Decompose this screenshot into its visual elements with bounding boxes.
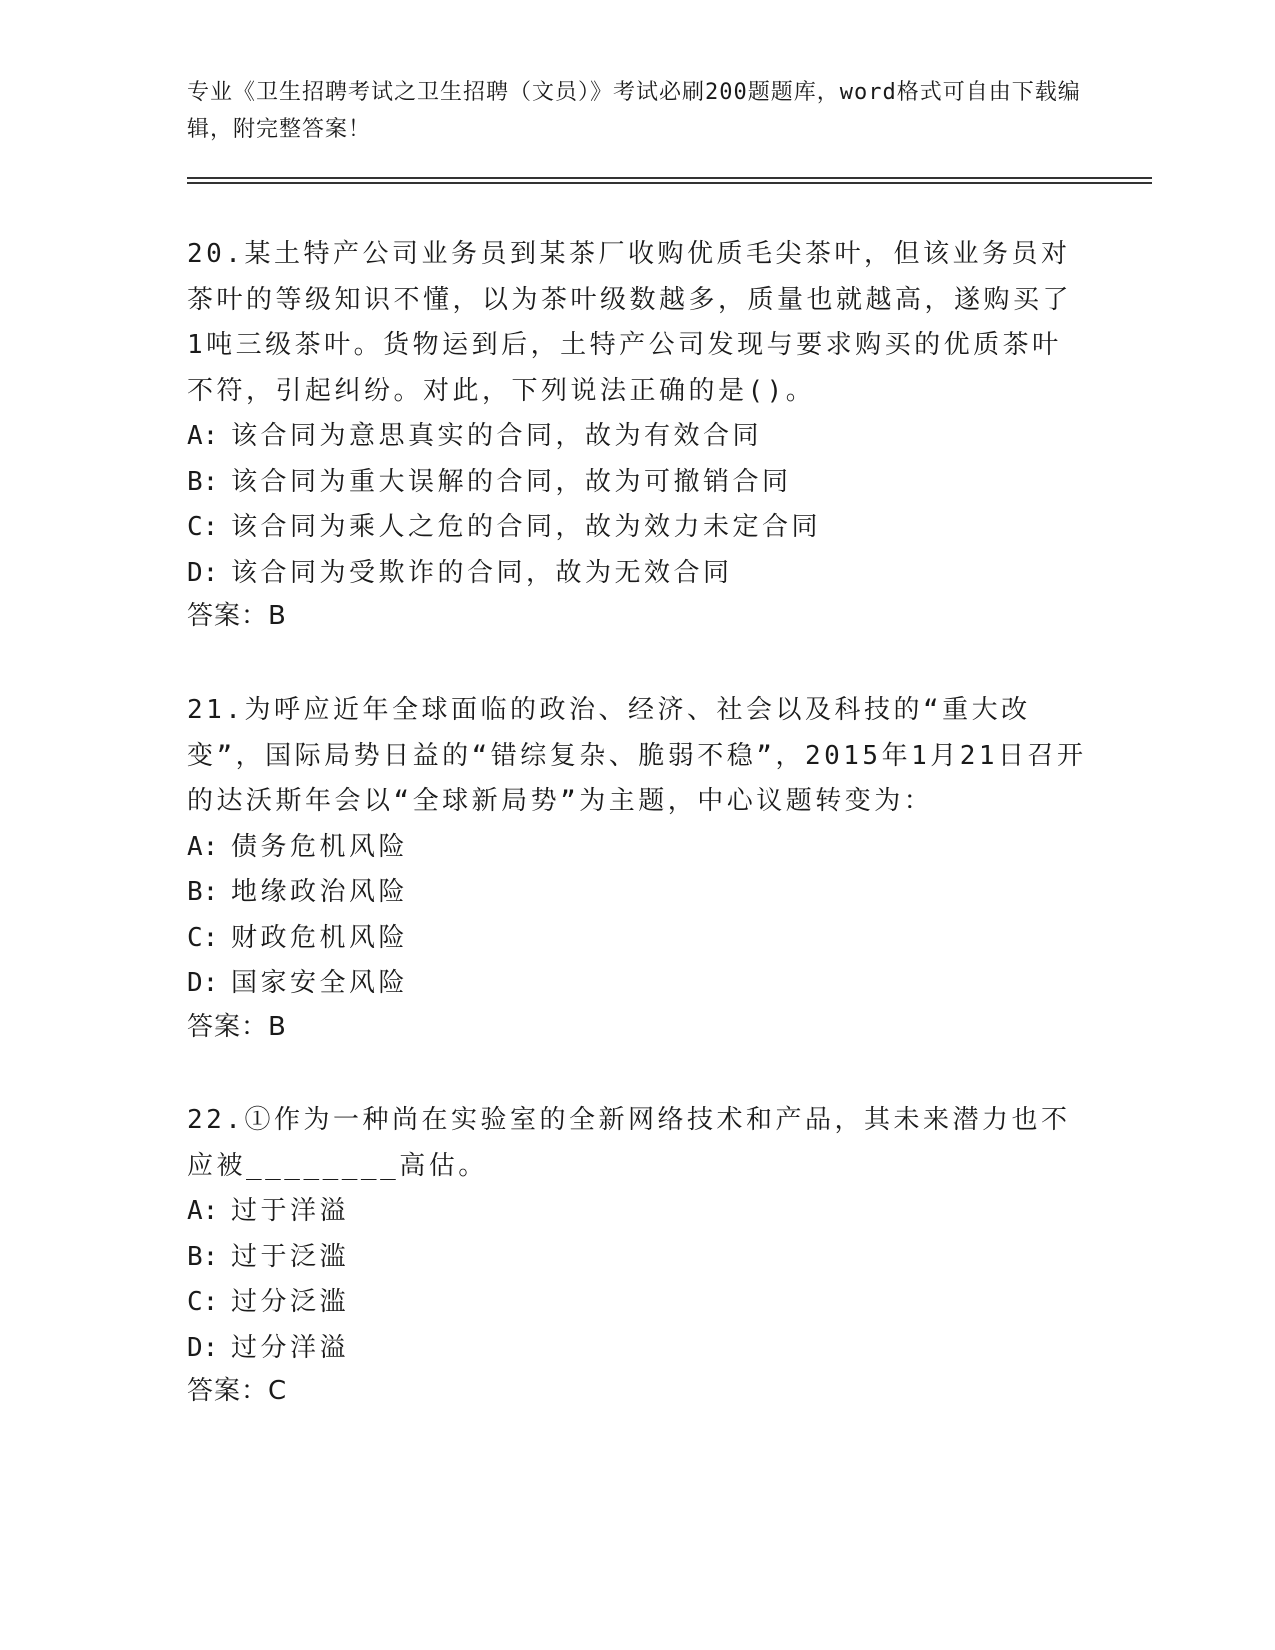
option-key: B:	[187, 466, 219, 497]
header-divider-secondary	[187, 182, 1152, 184]
option-b	[187, 1235, 1087, 1281]
option-key: D:	[187, 557, 219, 588]
question-stem: 21.为呼应近年全球面临的政治、经济、社会以及科技的“重大改变”，国际局势日益的“错综复杂、脆弱不稳”，2015年1月21日召开的达沃斯年会以“全球新局势”为主题，中心议题转变为：	[187, 695, 1087, 816]
option-b	[187, 870, 1087, 916]
option-key: C:	[187, 922, 219, 953]
option-key: C:	[187, 512, 219, 542]
question-22	[187, 1098, 1087, 1415]
option-text: 该合同为意思真实的合同，故为有效合同	[231, 421, 763, 451]
option-text: 国家安全风险	[231, 968, 409, 998]
option-key: C:	[187, 1287, 219, 1317]
question-20	[187, 232, 1087, 640]
option-d	[187, 961, 1087, 1007]
option-key: D:	[187, 1332, 219, 1363]
option-text: 地缘政治风险	[231, 877, 409, 907]
option-text: 债务危机风险	[231, 831, 409, 862]
option-a	[187, 825, 1087, 871]
question-stem: 22.①作为一种尚在实验室的全新网络技术和产品，其未来潜力也不应被________高估。	[187, 1105, 1071, 1181]
option-key: A:	[187, 831, 219, 862]
option-key: D:	[187, 968, 219, 998]
option-text: 该合同为受欺诈的合同，故为无效合同	[231, 557, 733, 588]
option-d	[187, 1326, 1087, 1372]
option-text: 过于洋溢	[231, 1196, 350, 1226]
answer-line: 答案：C	[187, 1376, 288, 1406]
question-21	[187, 688, 1087, 1050]
option-text: 过分泛滥	[231, 1287, 350, 1317]
option-a	[187, 1189, 1087, 1235]
option-c	[187, 505, 1087, 551]
option-d	[187, 551, 1087, 597]
document-header: 专业《卫生招聘考试之卫生招聘（文员）》考试必刷200题题库，word格式可自由下载编辑，附完整答案！	[187, 80, 1081, 142]
option-a	[187, 414, 1087, 460]
option-text: 过于泛滥	[231, 1241, 350, 1272]
option-text: 该合同为乘人之危的合同，故为效力未定合同	[231, 512, 822, 542]
option-text: 该合同为重大误解的合同，故为可撤销合同	[231, 466, 792, 497]
option-key: A:	[187, 421, 219, 451]
option-text: 过分洋溢	[231, 1332, 350, 1363]
option-text: 财政危机风险	[231, 922, 409, 953]
option-key: B:	[187, 877, 219, 907]
answer-line: 答案：B	[187, 1011, 287, 1042]
header-divider	[187, 177, 1152, 179]
option-b	[187, 460, 1087, 506]
answer-line: 答案：B	[187, 601, 287, 631]
option-c	[187, 1280, 1087, 1326]
option-key: A:	[187, 1196, 219, 1226]
option-key: B:	[187, 1241, 219, 1272]
option-c	[187, 916, 1087, 962]
question-stem: 20.某土特产公司业务员到某茶厂收购优质毛尖茶叶，但该业务员对茶叶的等级知识不懂，以为茶叶级数越多，质量也就越高，遂购买了1吨三级茶叶。货物运到后，土特产公司发现与要求购买的优质茶叶不符，引起纠纷。对此，下列说法正确的是()。	[187, 239, 1073, 406]
